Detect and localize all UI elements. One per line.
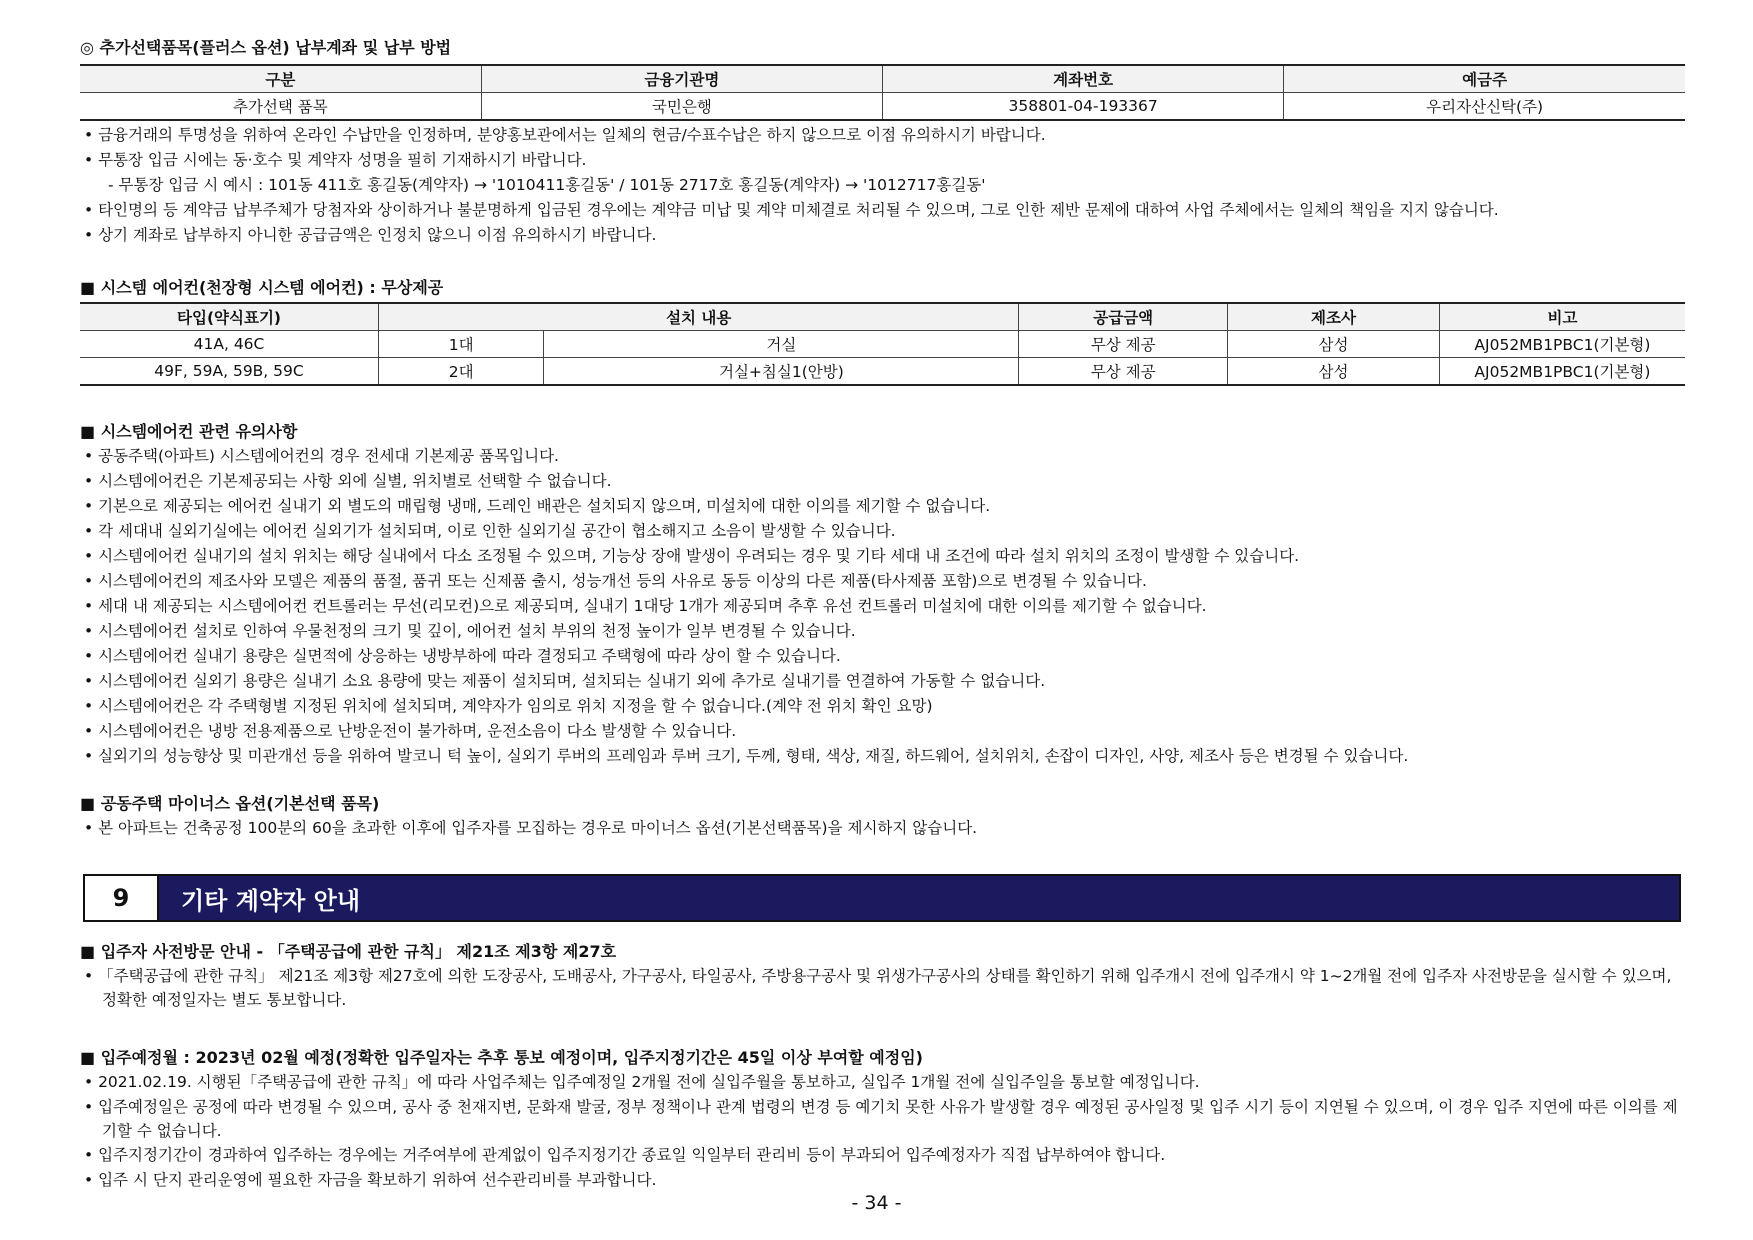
account-notes (80, 123, 1685, 248)
minus-option-section (80, 792, 1685, 841)
table-cell: 1대 (379, 331, 544, 358)
table-header-row (80, 303, 1685, 331)
list-item: • 무통장 입금 시에는 동·호수 및 계약자 성명을 필히 기재하시기 바랍니다. (84, 151, 587, 169)
table-row (80, 331, 1685, 358)
table-header: 예금주 (1284, 65, 1685, 93)
table-cell: 거실 (544, 331, 1019, 358)
table-cell: 41A, 46C (80, 331, 379, 358)
list-item: • 시스템에어컨의 제조사와 모델은 제품의 품절, 품귀 또는 신제품 출시, 성능개선 등의 사유로 동등 이상의 다른 제품(타사제품 포함)으로 변경될 수 있습니다. (84, 572, 1147, 590)
table-cell: 무상 제공 (1019, 358, 1228, 386)
list-item: • 세대 내 제공되는 시스템에어컨 컨트롤러는 무선(리모컨)으로 제공되며, 실내기 1대당 1개가 제공되며 추후 유선 컨트롤러 미설치에 대한 이의를 제기할 수 없습니다. (84, 597, 1207, 615)
table-cell: 358801-04-193367 (883, 93, 1284, 121)
minus-option-heading: ■ 공동주택 마이너스 옵션(기본선택 품목) (80, 794, 380, 813)
table-row (80, 358, 1685, 386)
list-item: • 시스템에어컨 실내기의 설치 위치는 해당 실내에서 다소 조정될 수 있으며, 기능상 장애 발생이 우려되는 경우 및 기타 세대 내 조건에 따라 설치 위치의 조정이 발생할 수 있습니다. (84, 547, 1300, 565)
aircon-notes-list (80, 444, 1685, 769)
section-header-bar (83, 874, 1681, 922)
list-item: • 기본으로 제공되는 에어컨 실내기 외 별도의 매립형 냉매, 드레인 배관은 설치되지 않으며, 미설치에 대한 이의를 제기할 수 없습니다. (84, 497, 991, 515)
table-row (80, 93, 1685, 121)
table-header: 제조사 (1228, 303, 1440, 331)
table-header-row (80, 65, 1685, 93)
list-item: • 각 세대내 실외기실에는 에어컨 실외기가 설치되며, 이로 인한 실외기실 공간이 협소해지고 소음이 발생할 수 있습니다. (84, 522, 896, 540)
page-number: - 34 - (851, 1192, 902, 1214)
account-table (80, 64, 1685, 121)
aircon-table (80, 302, 1685, 386)
list-item: • 입주예정일은 공정에 따라 변경될 수 있으며, 공사 중 천재지변, 문화재 발굴, 정부 정책이나 관계 법령의 변경 등 예기치 못한 사유가 발생할 경우 예정된 공사일정 및 입주 시기 등이 지연될 수 있으며, 이 경우 입주 지연에 따른 이의를 제기할 수 없습니다. (84, 1098, 1678, 1140)
table-header: 타입(약식표기) (80, 303, 379, 331)
list-item: • 입주 시 단지 관리운영에 필요한 자금을 확보하기 위하여 선수관리비를 부과합니다. (84, 1171, 657, 1189)
table-header: 설치 내용 (379, 303, 1019, 331)
table-cell: 삼성 (1228, 331, 1440, 358)
list-item: • 상기 계좌로 납부하지 아니한 공급금액은 인정치 않으니 이점 유의하시기 바랍니다. (84, 226, 657, 244)
list-item: • 시스템에어컨 실외기 용량은 실내기 소요 용량에 맞는 제품이 설치되며, 설치되는 실내기 외에 추가로 실내기를 연결하여 가동할 수 없습니다. (84, 672, 1046, 690)
table-header: 비고 (1439, 303, 1685, 331)
table-cell: 거실+침실1(안방) (544, 358, 1019, 386)
list-item: • 금융거래의 투명성을 위하여 온라인 수납만을 인정하며, 분양홍보관에서는 일체의 현금/수표수납은 하지 않으므로 이점 유의하시기 바랍니다. (84, 126, 1046, 144)
move-in-section (80, 1046, 1685, 1193)
aircon-section (80, 276, 1685, 386)
list-item: • 입주지정기간이 경과하여 입주하는 경우에는 거주여부에 관계없이 입주지정기간 종료일 익일부터 관리비 등이 부과되어 입주예정자가 직접 납부하여야 합니다. (84, 1146, 1166, 1164)
table-header: 구분 (80, 65, 481, 93)
list-item: • 실외기의 성능향상 및 미관개선 등을 위하여 발코니 턱 높이, 실외기 루버의 프레임과 루버 크기, 두께, 형태, 색상, 재질, 하드웨어, 설치위치, 손잡이 디자인, 사양, 제조사 등은 변경될 수 있습니다. (84, 747, 1409, 765)
table-cell: AJ052MB1PBC1(기본형) (1439, 331, 1685, 358)
section-title: 기타 계약자 안내 (159, 876, 1679, 920)
list-item: • 시스템에어컨은 냉방 전용제품으로 난방운전이 불가하며, 운전소음이 다소 발생할 수 있습니다. (84, 722, 737, 740)
table-header: 금융기관명 (481, 65, 882, 93)
list-item: • 본 아파트는 건축공정 100분의 60을 초과한 이후에 입주자를 모집하는 경우로 마이너스 옵션(기본선택품목)을 제시하지 않습니다. (84, 819, 978, 837)
pre-visit-section (80, 940, 1685, 1012)
table-cell: AJ052MB1PBC1(기본형) (1439, 358, 1685, 386)
account-heading: ◎ 추가선택품목(플러스 옵션) 납부계좌 및 납부 방법 (80, 38, 452, 57)
list-item: • 타인명의 등 계약금 납부주체가 당첨자와 상이하거나 불분명하게 입금된 경우에는 계약금 미납 및 계약 미체결로 처리될 수 있으며, 그로 인한 제반 문제에 대하여 사업 주체에서는 일체의 책임을 지지 않습니다. (84, 201, 1499, 219)
list-item: • 시스템에어컨은 기본제공되는 사항 외에 실별, 위치별로 선택할 수 없습니다. (84, 472, 612, 490)
table-cell: 2대 (379, 358, 544, 386)
table-cell: 49F, 59A, 59B, 59C (80, 358, 379, 386)
list-item: • 시스템에어컨은 각 주택형별 지정된 위치에 설치되며, 계약자가 임의로 위치 지정을 할 수 없습니다.(계약 전 위치 확인 요망) (84, 697, 933, 715)
list-item: • 2021.02.19. 시행된「주택공급에 관한 규칙」에 따라 사업주체는 입주예정일 2개월 전에 실입주월을 통보하고, 실입주 1개월 전에 실입주일을 통보할 예정입니다. (84, 1073, 1200, 1091)
table-cell: 삼성 (1228, 358, 1440, 386)
table-header: 계좌번호 (883, 65, 1284, 93)
list-item: • 시스템에어컨 설치로 인하여 우물천정의 크기 및 깊이, 에어컨 설치 부위의 천정 높이가 일부 변경될 수 있습니다. (84, 622, 856, 640)
list-item: • 「주택공급에 관한 규칙」 제21조 제3항 제27호에 의한 도장공사, 도배공사, 가구공사, 타일공사, 주방용구공사 및 위생가구공사의 상태를 확인하기 위해 입주개시 전에 입주개시 약 1~2개월 전에 입주자 사전방문을 실시할 수 있으며, 정확한 예정일자는 별도 통보합니다. (84, 967, 1672, 1009)
list-item: • 시스템에어컨 실내기 용량은 실면적에 상응하는 냉방부하에 따라 결정되고 주택형에 따라 상이 할 수 있습니다. (84, 647, 841, 665)
pre-visit-heading: ■ 입주자 사전방문 안내 - 「주택공급에 관한 규칙」 제21조 제3항 제27호 (80, 942, 617, 961)
aircon-notes-heading: ■ 시스템에어컨 관련 유의사항 (80, 422, 298, 441)
table-cell: 국민은행 (481, 93, 882, 121)
section-number: 9 (85, 876, 159, 920)
list-item: • 공동주택(아파트) 시스템에어컨의 경우 전세대 기본제공 품목입니다. (84, 447, 559, 465)
move-in-heading: ■ 입주예정월 : 2023년 02월 예정(정확한 입주일자는 추후 통보 예정이며, 입주지정기간은 45일 이상 부여할 예정임) (80, 1048, 923, 1067)
table-cell: 우리자산신탁(주) (1284, 93, 1685, 121)
aircon-notes-section (80, 420, 1685, 769)
aircon-heading: ■ 시스템 에어컨(천장형 시스템 에어컨) : 무상제공 (80, 278, 444, 297)
account-section (80, 36, 1685, 248)
table-cell: 추가선택 품목 (80, 93, 481, 121)
table-header: 공급금액 (1019, 303, 1228, 331)
list-item: - 무통장 입금 시 예시 : 101동 411호 홍길동(계약자) → '1010411홍길동' / 101동 2717호 홍길동(계약자) → '1012717홍길동' (108, 176, 986, 194)
table-cell: 무상 제공 (1019, 331, 1228, 358)
